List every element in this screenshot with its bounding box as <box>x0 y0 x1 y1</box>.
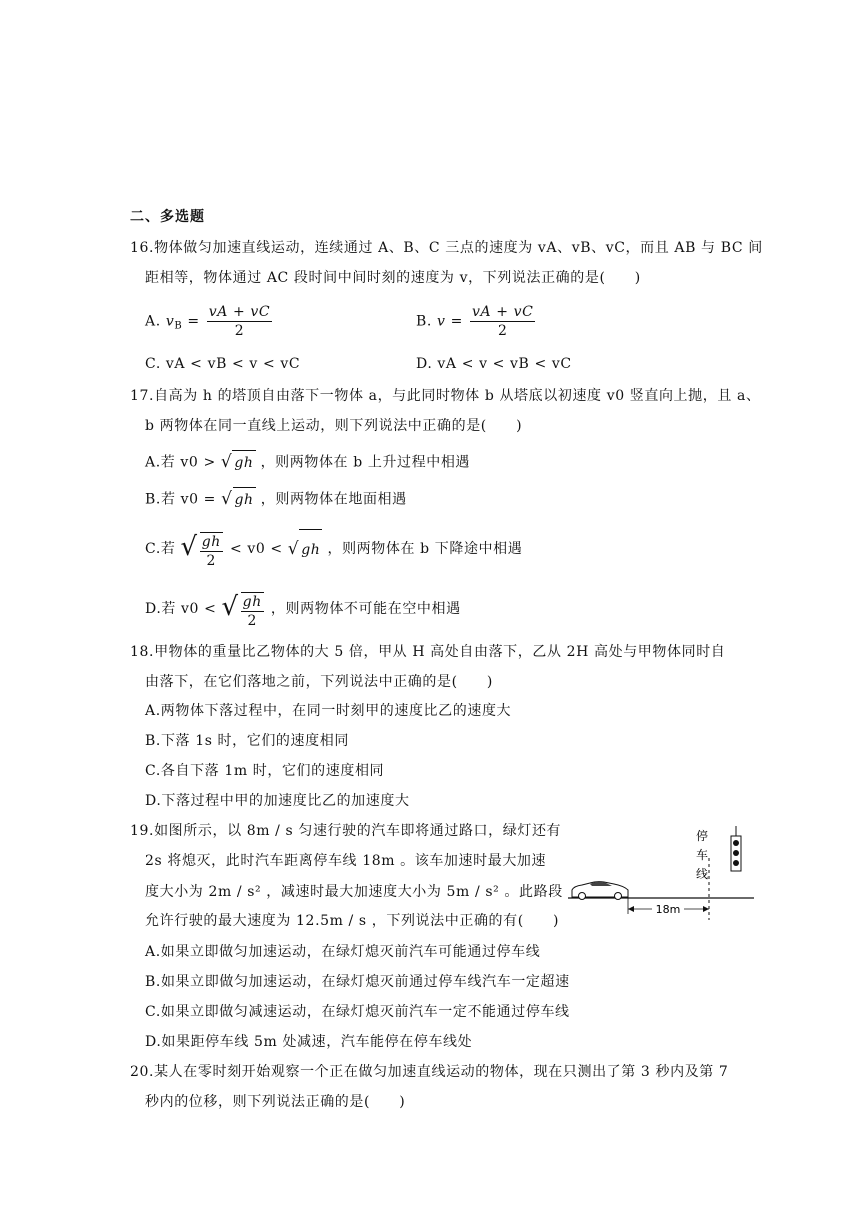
q19-option-c: C.如果立即做匀减速运动，在绿灯熄灭前汽车一定不能通过停车线 <box>145 1004 570 1020</box>
q17-option-a <box>145 450 470 475</box>
q16-option-d: D. vA < v < vB < vC <box>416 356 572 372</box>
q18-line2: 由落下，在它们落地之前，下列说法中正确的是( ) <box>145 674 493 690</box>
q16-option-c: C. vA < vB < v < vC <box>145 356 301 372</box>
q16-option-a-denominator: 2 <box>234 323 245 339</box>
sqrt-sign-icon: √ $\frac{gh}{2}$ <box>221 592 262 629</box>
q16-option-a-label: A. <box>145 313 161 330</box>
q16-option-a: A. $v_B$ = $\frac{vA + vC}{2}$ <box>145 304 271 339</box>
q17-option-d-numerator: gh <box>242 594 262 610</box>
q18-option-b: B.下落 1s 时，它们的速度相同 <box>145 733 349 749</box>
q16-option-b-fraction <box>470 303 535 340</box>
q18-option-c: C.各自下落 1m 时，它们的速度相同 <box>145 763 385 779</box>
q17-option-b <box>145 487 407 512</box>
q17-option-d <box>145 587 461 631</box>
stop-label-2: 车 <box>695 848 709 862</box>
sqrt-sign-icon: √ gh <box>288 529 323 570</box>
q17-option-a-suffix: ，则两物体在 b 上升过程中相遇 <box>260 454 471 471</box>
q17-option-c-middle: < v0 < <box>229 541 283 557</box>
q17-option-b-suffix: ，则两物体在地面相遇 <box>260 491 407 508</box>
q18-option-d: D.下落过程中甲的加速度比乙的加速度大 <box>145 793 410 809</box>
q17-option-a-radicand: gh <box>232 450 255 475</box>
q17-option-b-prefix: B.若 v0 = <box>145 491 216 508</box>
q19-line2: 2s 将熄灭，此时汽车距离停车线 18m 。该车加速时最大加速 <box>145 853 547 869</box>
q17-option-c-radicand: gh <box>299 529 322 570</box>
q16-line2: 距相等，物体通过 AC 段时间中间时刻的速度为 v，下列说法正确的是( ) <box>145 270 641 286</box>
q20-line2: 秒内的位移，则下列说法正确的是( ) <box>145 1094 406 1110</box>
q17-option-c-prefix: C.若 <box>145 541 176 557</box>
q19-line4: 允许行驶的最大速度为 12.5m / s ，下列说法中正确的有( ) <box>145 913 560 929</box>
q19-option-b: B.如果立即做匀加速运动，在绿灯熄灭前通过停车线汽车一定超速 <box>145 974 570 990</box>
stop-label-3: 线 <box>695 867 709 881</box>
q16-option-a-fraction <box>207 303 272 340</box>
q17-option-b-radicand: gh <box>233 487 256 512</box>
q17-option-a-prefix: A.若 v0 > <box>145 454 216 471</box>
sqrt-sign-icon: √ gh <box>221 487 256 512</box>
q18-line1: 18.甲物体的重量比乙物体的大 5 倍，甲从 H 高处自由落下，乙从 2H 高处与甲物体同时自 <box>130 644 726 660</box>
q18-option-a: A.两物体下落过程中，在同一时刻甲的速度比乙的速度大 <box>145 703 512 719</box>
q17-line1: 17.自高为 h 的塔顶自由落下一物体 a，与此同时物体 b 从塔底以初速度 v0 竖直向上抛，且 a、 <box>130 388 761 404</box>
q19-line1: 19.如图所示，以 8m / s 匀速行驶的汽车即将通过路口，绿灯还有 <box>130 823 562 839</box>
stop-label-1: 停 <box>695 829 709 843</box>
arrow-left-icon <box>628 906 634 912</box>
q19-option-a: A.如果立即做匀加速运动，在绿灯熄灭前汽车可能通过停车线 <box>145 944 541 960</box>
sqrt-sign-icon: √ gh <box>221 450 256 475</box>
q19-figure <box>568 826 754 920</box>
q19-option-d: D.如果距停车线 5m 处减速，汽车能停在停车线处 <box>145 1034 473 1050</box>
q16-option-b-numerator: vA + vC <box>471 304 534 320</box>
q17-option-d-suffix: ，则两物体不可能在空中相遇 <box>270 601 461 617</box>
sqrt-sign-icon: √ $\frac{gh}{2}$ <box>180 532 221 569</box>
car-icon <box>572 882 628 900</box>
traffic-light-icon <box>731 826 741 871</box>
q16-option-b: B. v = $\frac{vA + vC}{2}$ <box>416 304 534 339</box>
q16-line1: 16.物体做匀加速直线运动，连续通过 A、B、C 三点的速度为 vA、vB、vC，而且 AB 与 BC 间 <box>130 240 763 256</box>
q17-option-c-numerator: gh <box>201 534 221 550</box>
q16-option-b-denominator: 2 <box>497 323 508 339</box>
q17-option-c-denominator: 2 <box>206 553 217 569</box>
q16-option-b-label: B. <box>416 313 432 330</box>
q17-option-c-suffix: ，则两物体在 b 下降途中相遇 <box>327 541 523 557</box>
q16-option-a-numerator: vA + vC <box>208 304 271 320</box>
q19-line3: 度大小为 2m / s² ，减速时最大加速度大小为 5m / s² 。此路段 <box>145 884 563 900</box>
distance-label: 18m <box>655 903 681 916</box>
section-title: 二、多选题 <box>130 209 205 225</box>
q17-option-d-denominator: 2 <box>247 613 258 629</box>
q17-option-d-prefix: D.若 v0 < <box>145 601 217 617</box>
q20-line1: 20.某人在零时刻开始观察一个正在做匀加速直线运动的物体，现在只测出了第 3 秒内及第 7 <box>130 1064 729 1080</box>
arrow-right-icon <box>703 906 709 912</box>
q17-line2: b 两物体在同一直线上运动，则下列说法中正确的是( ) <box>145 418 523 434</box>
q17-option-c <box>145 527 522 571</box>
